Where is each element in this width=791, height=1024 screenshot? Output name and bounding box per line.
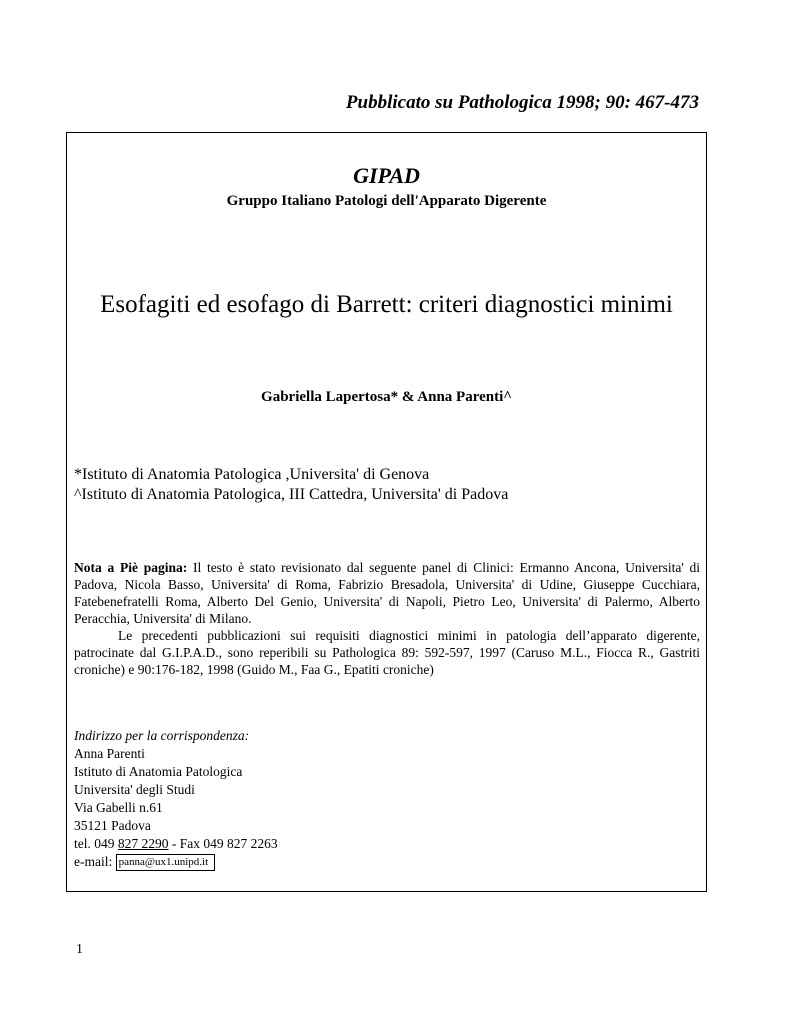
email-link[interactable]: panna@ux1.unipd.it [116, 854, 216, 871]
correspondence-phone-fax [74, 835, 278, 853]
footnote-paragraph [74, 559, 700, 627]
correspondence-city: 35121 Padova [74, 818, 151, 833]
group-acronym: GIPAD [353, 163, 420, 188]
footnote-text: Il testo è stato revisionato dal seguente panel di Clinici: Ermanno Ancona, Universita' di Padova, Nicola Basso, Universita' di Roma, Fabrizio Bresadola, Universita' di Udine, Giuseppe Cucchiara, Fatebenefratelli Roma, Alberto Del Genio, Universita' di Napoli, Pietro Leo, Universita' di Palermo, Alberto Peracchia, Universita' di Milano. [74, 560, 700, 626]
affiliation-padova: ^Istituto di Anatomia Patologica, III Cattedra, Universita' di Padova [74, 486, 509, 503]
correspondence-institute: Istituto di Anatomia Patologica [74, 764, 243, 779]
page-number: 1 [76, 942, 83, 957]
correspondence-street: Via Gabelli n.61 [74, 800, 163, 815]
affiliations [74, 465, 508, 505]
email-label: e-mail: [74, 854, 116, 869]
correspondence-name: Anna Parenti [74, 746, 145, 761]
document-title: Esofagiti ed esofago di Barrett: criteri diagnostici minimi [100, 291, 673, 318]
correspondence-university: Universita' degli Studi [74, 782, 195, 797]
footnote-section [74, 559, 700, 678]
correspondence-email [74, 853, 278, 871]
correspondence-address [74, 727, 278, 871]
publication-reference: Pubblicato su Pathologica 1998; 90: 467-473 [345, 92, 699, 113]
tel-number: 827 2290 [117, 836, 169, 851]
footnote-label: Nota a Piè pagina: [74, 560, 188, 575]
correspondence-heading: Indirizzo per la corrispondenza: [74, 728, 250, 743]
affiliation-genova: *Istituto di Anatomia Patologica ,Universita' di Genova [74, 466, 430, 483]
authors: Gabriella Lapertosa* & Anna Parenti^ [261, 389, 512, 405]
tel-prefix: tel. 049 [74, 836, 118, 851]
title-page-frame [66, 132, 707, 892]
group-full-name: Gruppo Italiano Patologi dell'Apparato Digerente [226, 193, 547, 209]
previous-publications-paragraph: Le precedenti pubblicazioni sui requisiti diagnostici minimi in patologia dell’apparato digerente, patrocinate dal G.I.P.A.D., sono reperibili su Pathologica 89: 592-597, 1997 (Caruso M.L., Fiocca R., Gastriti croniche) e 90:176-182, 1998 (Guido M., Faa G., Epatiti croniche) [74, 628, 700, 677]
fax-number: - Fax 049 827 2263 [168, 836, 278, 851]
